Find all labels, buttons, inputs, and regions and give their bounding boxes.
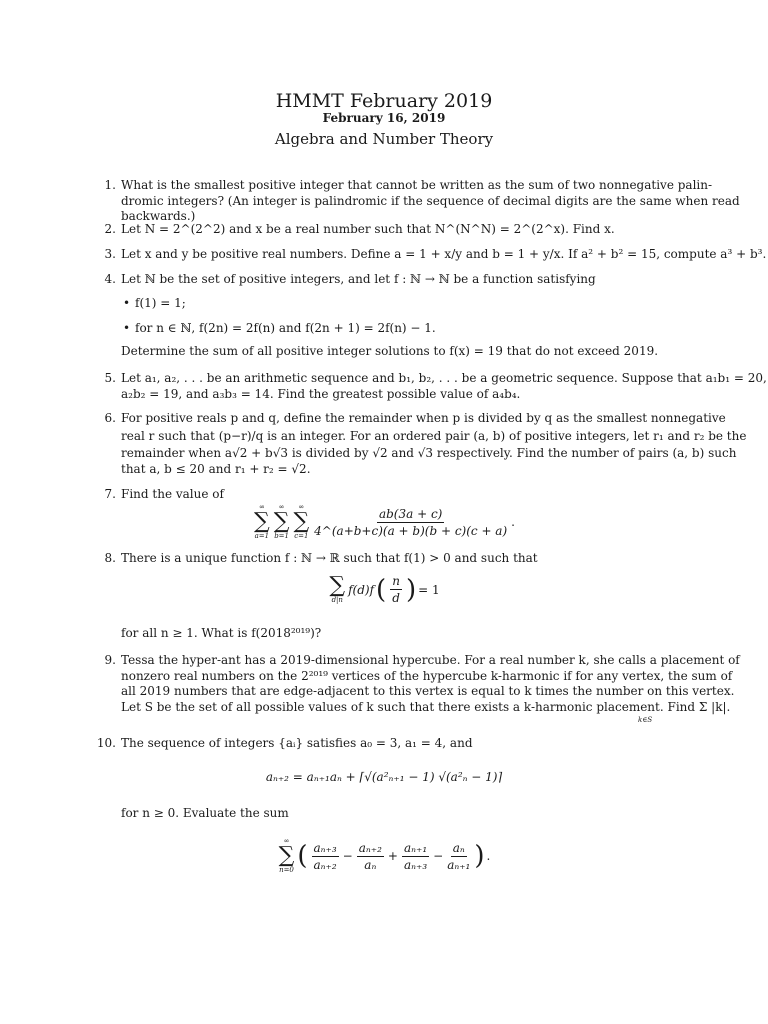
bullet-icon: • [123, 320, 131, 335]
problem-line: The sequence of integers {aᵢ} satisfies a₀ = 3, a₁ = 4, and [121, 736, 473, 750]
problem-line: that a, b ≤ 20 and r₁ + r₂ = √2. [121, 461, 311, 476]
problem-number: 5. [104, 371, 116, 385]
problem-line: Let N = 2^(2^2) and x be a real number such that N^(N^N) = 2^(2^x). Find x. [121, 222, 615, 236]
problem-line: nonzero real numbers on the 2²⁰¹⁹ vertices of the hypercube k-harmonic if for any vertex, the sum of [121, 668, 733, 683]
series-display: ∞ ∑ n=0 ( $\frac{\text{aₙ₊₃}}{\text{aₙ₊₂}}$ − $\frac{\text{aₙ₊₂}}{\text{aₙ}}$ + $\frac{\text{aₙ₊₁}}{\text{aₙ₊₃}}$ − $\frac{\text{aₙ}}{\text{aₙ₊₁}}$ ) . [278, 837, 491, 874]
sum-symbol: ∞ ∑ c=1 [293, 503, 310, 540]
problem-number: 7. [104, 487, 116, 501]
problem-line: all 2019 numbers that are edge-adjacent to this vertex is equal to k times the number on this vertex. [121, 684, 735, 698]
problem-line: real r such that (p−r)/q is an integer. For an ordered pair (a, b) of positive integers, let r₁ and r₂ be the [121, 428, 747, 443]
problem-line: Let a₁, a₂, . . . be an arithmetic sequence and b₁, b₂, . . . be a geometric sequence. Suppose that a₁b₁ = 20, [121, 371, 767, 385]
problem-line: Let ℕ be the set of positive integers, and let f : ℕ → ℕ be a function satisfying [121, 272, 596, 286]
subject-title: Algebra and Number Theory [274, 130, 494, 148]
document-page: HMMT February 2019 February 16, 2019 Algebra and Number Theory 1. What is the smallest positive integer that cannot be written as the sum of two nonnegative palin- dromic integers? (An integer is palindromic if the sequence of decimal digits are the same when read backwards.) 2. Let N = 2^(2^2) and x be a real number such that N^(N^N) = 2^(2^x). Find x. 3. Let x and y be positive real numbers. Define a = 1 + x/y and b = 1 + y/x. If a² + b² = 15, compute a³ + b³. 4. Let ℕ be the set of positive integers, and let f : ℕ → ℕ be a function satisfying • f(1) = 1; • for n ∈ ℕ, f(2n) = 2f(n) and f(2n + 1) = 2f(n) − 1. Determine the sum of all positive integer solutions to f(x) = 19 that do not exceed 2019. 5. Let a₁, a₂, . . . be an arithmetic sequence and b₁, b₂, . . . be a geometric sequence. Suppose that a₁b₁ = 20, a₂b₂ = 19, and a₃b₃ = 14. Find the greatest possible value of a₄b₄. 6. For positive reals p and q, define the remainder when p is divided by q as the smallest nonnegative real r such that (p−r)/q is an integer. For an ordered pair (a, b) of positive integers, let r₁ and r₂ be the remainder when a√2 + b√3 is divided by √2 and √3 respectively. Find the number of pairs (a, b) such that a, b ≤ 20 and r₁ + r₂ = √2. 7. Find the value of ∞ ∑ a=1 ∞ ∑ b=1 ∞ ∑ c=1 $\frac{ab(3a + c)}{4\^{}(a+b+c)(a + b)(b + c)(c + a)}$ . 8. There is a unique function f : ℕ → ℝ such that f(1) > 0 and such that ∑ d|n f(d)f ( $\frac{n}{d}$ ) = 1 for all n ≥ 1. What is f(2018²⁰¹⁹)? 9. Tessa the hyper-ant has a 2019-dimensional hypercube. For a real number k, she calls a placement of nonzero real numbers on the 2²⁰¹⁹ vertices of the hypercube k-harmonic if for any vertex, the sum of all 2019 numbers that are edge-adjacent to this vertex is equal to k times the number on this vertex. Let S be the set of all possible values of k such that there exists a k-harmonic placement. Find Σ |k|. k∈S 10. The sequence of integers {aᵢ} satisfies a₀ = 3, a₁ = 4, and aₙ₊₂ = aₙ₊₁aₙ + ⌈√(a²ₙ₊₁ − 1) √(a²ₙ − 1)⌉ for n ≥ 0. Evaluate the sum ∞ ∑ n=0 ( $\frac{\text{aₙ₊₃}}{\text{aₙ₊₂}}$ − $\frac{\text{aₙ₊₂}}{\text{aₙ}}$ + $\frac{\text{aₙ₊₁}}{\text{aₙ₊₃}}$ − $\frac{\text{aₙ}}{\text{aₙ₊₁}}$ ) . [0, 0, 768, 1024]
problem-number: 2. [104, 222, 116, 236]
recurrence-display: aₙ₊₂ = aₙ₊₁aₙ + ⌈√(a²ₙ₊₁ − 1) √(a²ₙ − 1)⌉ [265, 770, 503, 784]
problem-line: Let S be the set of all possible values of k such that there exists a k-harmonic placement. Find Σ |k|. [121, 699, 731, 714]
problem-line: What is the smallest positive integer that cannot be written as the sum of two nonnegative palin- [121, 178, 713, 192]
sum-symbol: ∑ d|n [329, 573, 346, 604]
problem-number: 1. [104, 178, 116, 192]
problem-line: For positive reals p and q, define the remainder when p is divided by q as the smallest nonnegative [121, 411, 726, 425]
fraction: $\frac{\text{aₙ₊₃}}{\text{aₙ₊₂}}$ [313, 840, 337, 872]
contest-date: February 16, 2019 [322, 111, 446, 125]
problem-line: for all n ≥ 1. What is f(2018²⁰¹⁹)? [121, 626, 322, 640]
fraction: $\frac{n}{d}$ [392, 574, 400, 605]
sum-symbol: ∞ ∑ b=1 [273, 503, 290, 540]
problem-line: Let x and y be positive real numbers. Define a = 1 + x/y and b = 1 + y/x. If a² + b² = 15, compute a³ + b³. [121, 247, 767, 261]
sum-symbol: ∞ ∑ a=1 [254, 503, 270, 540]
list-item: • for n ∈ ℕ, f(2n) = 2f(n) and f(2n + 1) = 2f(n) − 1. [123, 320, 436, 335]
problem-line: remainder when a√2 + b√3 is divided by √2 and √3 respectively. Find the number of pairs (a, b) such [121, 446, 737, 460]
denominator: 4^(a+b+c)(a + b)(b + c)(c + a) [314, 523, 508, 538]
problem-line: Find the value of [121, 487, 224, 501]
sum-symbol: ∞ ∑ n=0 [278, 837, 295, 874]
bullet-icon: • [123, 296, 131, 310]
numerator: ab(3a + c) [378, 506, 443, 521]
list-item: • f(1) = 1; [123, 296, 186, 310]
divisor-sum-display: ∑ d|n f(d)f ( $\frac{n}{d}$ ) = 1 [329, 573, 440, 605]
problem-line: for n ≥ 0. Evaluate the sum [121, 806, 289, 820]
fraction: $\frac{\text{aₙ}}{\text{aₙ₊₁}}$ [447, 840, 471, 872]
problem-number: 4. [104, 272, 116, 286]
problem-line: There is a unique function f : ℕ → ℝ such that f(1) > 0 and such that [121, 551, 538, 565]
fraction [314, 507, 507, 538]
problem-number: 9. [104, 653, 116, 667]
problem-line: Determine the sum of all positive integer solutions to f(x) = 19 that do not exceed 2019. [121, 344, 659, 358]
triple-sum-display: ∞ ∑ a=1 ∞ ∑ b=1 ∞ ∑ c=1 $\frac{ab(3a + c)}{4\^{}(a+b+c)(a + b)(b + c)(c + a)}$ . [254, 503, 515, 540]
problem-number: 6. [104, 411, 116, 425]
problem-number: 10. [96, 736, 116, 750]
problem-number: 8. [104, 551, 116, 565]
problem-line: a₂b₂ = 19, and a₃b₃ = 14. Find the greatest possible value of a₄b₄. [121, 386, 521, 401]
problem-number: 3. [104, 247, 116, 261]
fraction: $\frac{\text{aₙ₊₂}}{\text{aₙ}}$ [358, 840, 382, 872]
problem-line: dromic integers? (An integer is palindromic if the sequence of decimal digits are the same when read [121, 193, 740, 208]
contest-title: HMMT February 2019 [275, 90, 493, 112]
problem-line: Tessa the hyper-ant has a 2019-dimensional hypercube. For a real number k, she calls a placement of [121, 653, 740, 667]
fraction: $\frac{\text{aₙ₊₁}}{\text{aₙ₊₃}}$ [403, 840, 428, 872]
problem-line: backwards.) [121, 209, 196, 223]
